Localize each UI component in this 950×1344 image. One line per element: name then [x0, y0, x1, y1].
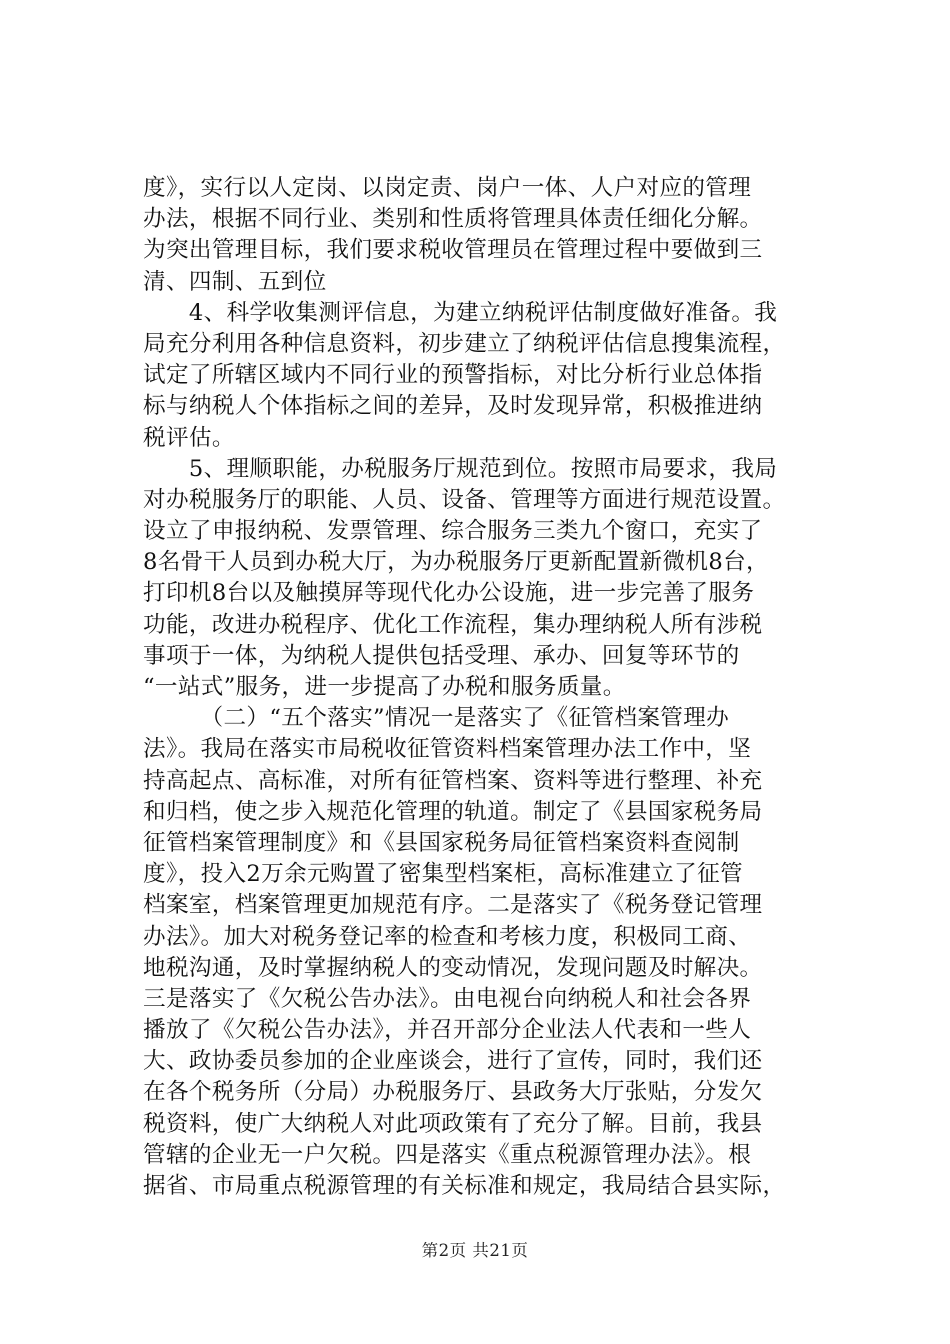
text-line: 标与纳税人个体指标之间的差异，及时发现异常，积极推进纳: [143, 393, 763, 420]
text-line: 清、四制、五到位: [143, 268, 327, 295]
text-line: 试定了所辖区域内不同行业的预警指标，对比分析行业总体指: [143, 362, 763, 389]
body-text: [143, 173, 833, 1202]
text-line: 4、科学收集测评信息，为建立纳税评估制度做好准备。我: [143, 299, 778, 326]
text-line: 持高起点、高标准，对所有征管档案、资料等进行整理、补充: [143, 767, 763, 794]
text-line: 法》。我局在落实市局税收征管资料档案管理办法工作中，坚: [143, 736, 752, 763]
text-line: 打印机8台以及触摸屏等现代化办公设施，进一步完善了服务: [143, 580, 755, 607]
text-line: 征管档案管理制度》和《县国家税务局征管档案资料查阅制: [143, 829, 740, 856]
text-line: （二）“五个落实”情况一是落实了《征管档案管理办: [143, 705, 730, 732]
text-line: 对办税服务厅的职能、人员、设备、管理等方面进行规范设置。: [143, 486, 786, 513]
text-line: 5、理顺职能，办税服务厅规范到位。按照市局要求，我局: [143, 455, 778, 482]
text-line: 功能，改进办税程序、优化工作流程，集办理纳税人所有涉税: [143, 611, 763, 638]
text-line: 办法，根据不同行业、类别和性质将管理具体责任细化分解。: [143, 206, 763, 233]
text-line: 在各个税务所（分局）办税服务厅、县政务大厅张贴，分发欠: [143, 1079, 763, 1106]
text-line: “一站式”服务，进一步提高了办税和服务质量。: [143, 674, 626, 700]
text-line: 税资料，使广大纳税人对此项政策有了充分了解。目前，我县: [143, 1110, 763, 1137]
text-line: 大、政协委员参加的企业座谈会，进行了宣传，同时，我们还: [143, 1048, 763, 1075]
text-line: 管辖的企业无一户欠税。四是落实《重点税源管理办法》。根: [143, 1141, 752, 1168]
text-line: 据省、市局重点税源管理的有关标准和规定，我局结合县实际，: [143, 1173, 786, 1199]
text-line: 和归档，使之步入规范化管理的轨道。制定了《县国家税务局: [143, 798, 763, 825]
text-line: 度》，投入2万余元购置了密集型档案柜，高标准建立了征管: [143, 861, 743, 888]
text-line: 地税沟通，及时掌握纳税人的变动情况，发现问题及时解决。: [143, 954, 763, 981]
text-line: 事项于一体，为纳税人提供包括受理、承办、回复等环节的: [143, 642, 740, 669]
text-line: 三是落实了《欠税公告办法》。由电视台向纳税人和社会各界: [143, 985, 752, 1012]
text-line: 税评估。: [143, 424, 235, 451]
text-line: 办法》。加大对税务登记率的检查和考核力度，积极同工商、: [143, 923, 752, 950]
text-line: 档案室，档案管理更加规范有序。二是落实了《税务登记管理: [143, 892, 763, 919]
text-line: 8名骨干人员到办税大厅，为办税服务厅更新配置新微机8台，: [143, 549, 769, 576]
text-line: 度》，实行以人定岗、以岗定责、岗户一体、人户对应的管理: [143, 175, 752, 201]
text-line: 设立了申报纳税、发票管理、综合服务三类九个窗口，充实了: [143, 518, 763, 545]
text-line: 为突出管理目标，我们要求税收管理员在管理过程中要做到三: [143, 237, 763, 264]
text-line: 局充分利用各种信息资料，初步建立了纳税评估信息搜集流程，: [143, 330, 786, 357]
page-number-footer: 第2页 共21页: [421, 1241, 529, 1260]
text-line: 播放了《欠税公告办法》，并召开部分企业法人代表和一些人: [143, 1017, 752, 1044]
